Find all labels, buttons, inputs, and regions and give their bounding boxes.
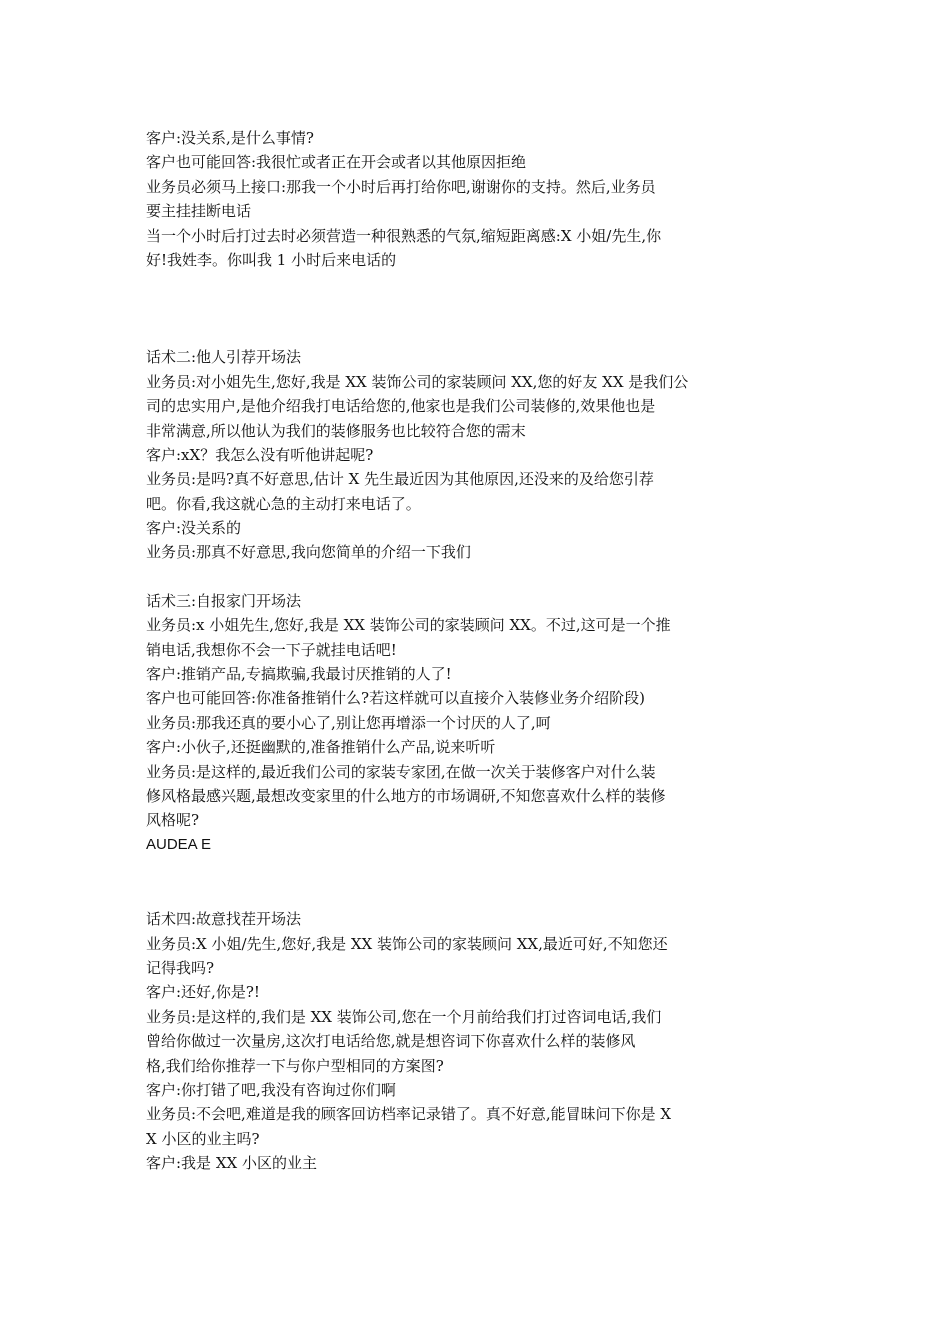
text-line: 客户也可能回答:我很忙或者正在开会或者以其他原因拒绝 [146,153,527,172]
text-line: 司的忠实用户,是他介绍我打电话给您的,他家也是我们公司装修的,效果他也是 [146,397,656,416]
text-line: 业务员:x 小姐先生,您好,我是 XX 装饰公司的家装顾问 XX。不过,这可是一个推 [146,616,671,635]
text-line: 客户:没关系的 [146,519,242,538]
text-line: 客户:xX？我怎么没有听他讲起呢? [146,445,374,464]
text-line: 业务员:那我还真的要小心了,别让您再增添一个讨厌的人了,呵 [146,713,551,732]
text-line: 业务员:是这样的,最近我们公司的家装专家团,在做一次关于装修客户对什么装 [146,762,656,781]
text-line: 客户:推销产品,专搞欺骗,我最讨厌推销的人了! [146,665,452,684]
text-line: 客户:还好,你是?! [146,983,260,1002]
text-line: X 小区的业主吗? [146,1129,260,1148]
text-line: 客户:我是 XX 小区的业主 [146,1154,317,1173]
text-line: 业务员:X 小姐/先生,您好,我是 XX 装饰公司的家装顾问 XX,最近可好,不知您还 [146,934,668,953]
spacer [146,857,736,907]
document-body [146,126,736,1175]
section-heading: 话术二:他人引荐开场法 [146,348,302,367]
text-line: 业务员:不会吧,难道是我的顾客回访档率记录错了。真不好意,能冒昧问下你是 X [146,1105,672,1124]
section-1 [146,126,736,272]
section-4 [146,907,736,1175]
section-3 [146,589,736,857]
text-line: 客户:你打错了吧,我没有咨询过你们啊 [146,1080,396,1099]
text-line: 客户也可能回答:你准备推销什么?若这样就可以直接介入装修业务介绍阶段) [146,689,645,708]
text-line: AUDEA E [146,835,212,853]
text-line: 客户:小伙子,还挺幽默的,准备推销什么产品,说来听听 [146,738,496,757]
text-line: 业务员必须马上接口:那我一个小时后再打给你吧,谢谢你的支持。然后,业务员 [146,177,656,196]
text-line: 业务员:是这样的,我们是 XX 装饰公司,您在一个月前给我们打过咨词电话,我们 [146,1007,662,1026]
section-heading: 话术三:自报家门开场法 [146,591,302,610]
text-line: 格,我们给你推荐一下与你户型相同的方案图? [146,1056,444,1075]
text-line: 销电话,我想你不会一下子就挂电话吧! [146,640,397,659]
spacer [146,272,736,345]
text-line: 客户:没关系,是什么事情? [146,129,314,147]
text-line: 好!我姓李。你叫我 1 小时后来电话的 [146,250,397,269]
text-line: 曾给你做过一次量房,这次打电话给您,就是想咨词下你喜欢什么样的装修风 [146,1032,636,1051]
text-line: 业务员:那真不好意思,我向您简单的介绍一下我们 [146,543,471,562]
section-heading: 话术四:故意找茬开场法 [146,910,302,929]
text-line: 业务员:对小姐先生,您好,我是 XX 装饰公司的家装顾问 XX,您的好友 XX 是我们公 [146,372,689,391]
spacer [146,565,736,589]
text-line: 吧。你看,我这就心急的主动打来电话了。 [146,494,421,513]
section-2 [146,345,736,565]
text-line: 业务员:是吗?真不好意思,估计 X 先生最近因为其他原因,还没来的及给您引荐 [146,470,654,489]
text-line: 当一个小时后打过去时必须营造一种很熟悉的气氛,缩短距离感:X 小姐/先生,你 [146,226,662,245]
text-line: 非常满意,所以他认为我们的装修服务也比较符合您的需末 [146,421,526,440]
text-line: 风格呢? [146,811,200,830]
text-line: 记得我吗? [146,958,215,977]
text-line: 修风格最感兴题,最想改变家里的什么地方的市场调研,不知您喜欢什么样的装修 [146,786,666,805]
text-line: 要主挂挂断电话 [146,202,252,221]
